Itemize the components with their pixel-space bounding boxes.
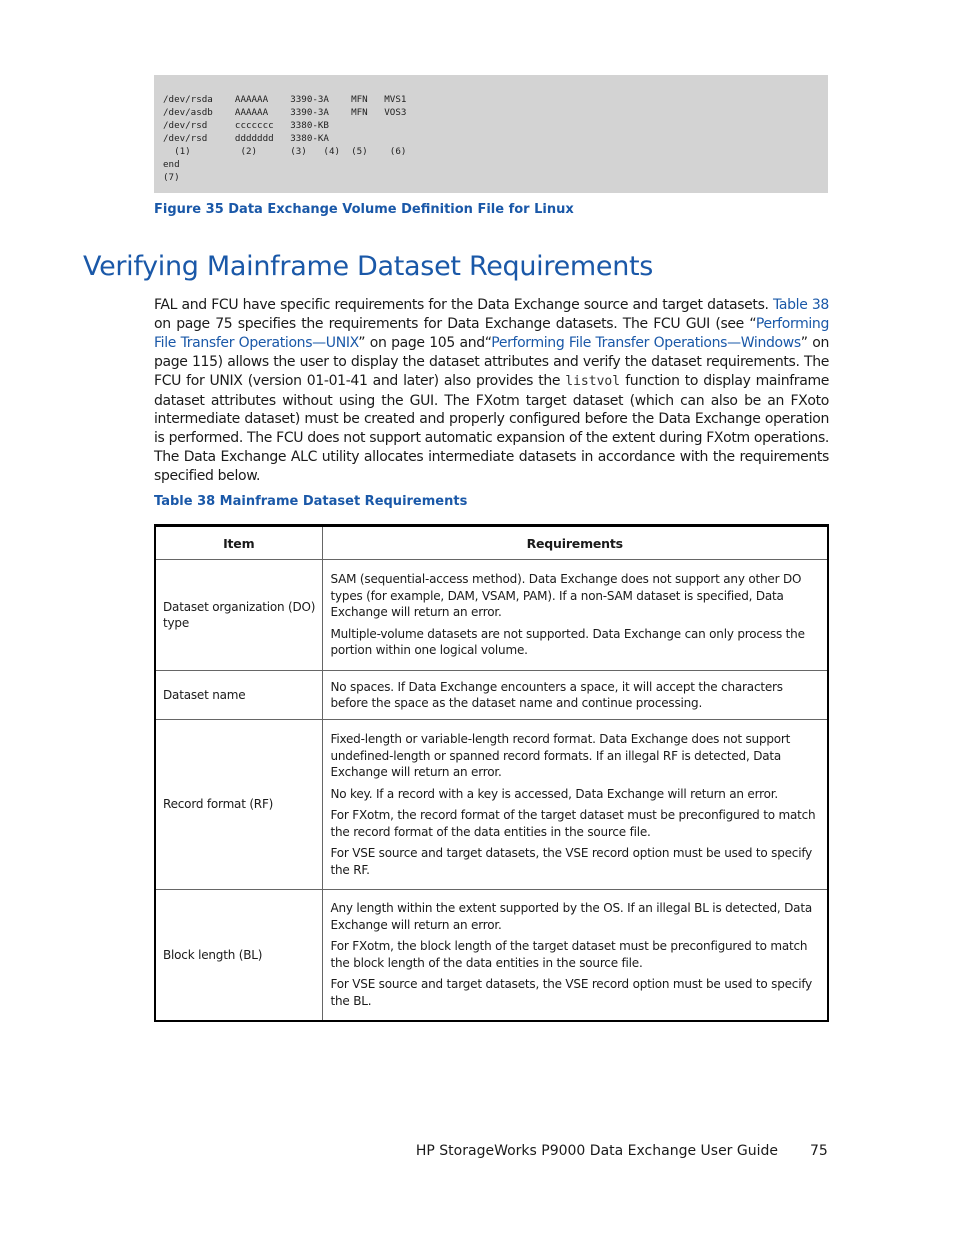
table-row xyxy=(155,890,828,1021)
listvol-code: listvol xyxy=(565,373,621,389)
table-row xyxy=(155,720,828,890)
figure-caption: Figure 35 Data Exchange Volume Definition File for Linux xyxy=(154,202,574,217)
footer-guide-title: HP StorageWorks P9000 Data Exchange User Guide xyxy=(415,1143,778,1159)
table-header-row xyxy=(155,526,828,560)
requirement-text: SAM (sequential-access method). Data Exchange does not support any other DO types (for example, DAM, VSAM, PAM). If a non-SAM dataset is specified, Data Exchange will return an error. xyxy=(330,572,802,620)
row-item-label: Block length (BL) xyxy=(155,890,322,1021)
intro-paragraph xyxy=(154,296,829,486)
row-item-label: Dataset name xyxy=(155,671,322,720)
code-block xyxy=(154,75,828,193)
row-requirements xyxy=(322,720,828,890)
table-row xyxy=(155,671,828,720)
header-requirements: Requirements xyxy=(322,526,828,560)
code-listing: /dev/rsda AAAAAA 3390-3A MFN MVS1 /dev/asdb AAAAAA 3390-3A MFN VOS3 /dev/rsd ccccccc 3380-KB /dev/rsd ddddddd 3380-KA (1) (2) (3) (4) (5) (6) end (7) xyxy=(163,94,407,183)
requirement-text: Multiple-volume datasets are not supported. Data Exchange can only process the portion within one logical volume. xyxy=(330,626,805,658)
row-requirements xyxy=(322,671,828,720)
section-title: Verifying Mainframe Dataset Requirements xyxy=(83,251,654,282)
requirement-text: No spaces. If Data Exchange encounters a space, it will accept the characters before the space as the dataset name and continue processing. xyxy=(330,679,783,710)
row-item-label: Dataset organization (DO) type xyxy=(155,560,322,671)
intro-text-1: FAL and FCU have specific requirements for the Data Exchange source and target datasets. xyxy=(154,297,774,313)
requirement-text: For VSE source and target datasets, the VSE record option must be used to specify the RF. xyxy=(330,846,813,877)
table-38-link[interactable]: Table 38 xyxy=(773,297,829,313)
row-requirements xyxy=(322,560,828,671)
requirements-table xyxy=(154,524,829,1022)
page-number: 75 xyxy=(810,1143,828,1159)
header-item: Item xyxy=(155,526,322,560)
row-item-label: Record format (RF) xyxy=(155,720,322,890)
requirement-text: No key. If a record with a key is accessed, Data Exchange will return an error. xyxy=(330,786,778,801)
intro-text-4: ” on page 115) allows the user to display the dataset attributes and verify the dataset requirements. The FCU for UNIX (version 01-01-41 and later) also provides the xyxy=(154,334,830,389)
windows-operations-link[interactable]: Performing File Transfer Operations—Windows xyxy=(491,334,801,351)
intro-text-2: on page 75 specifies the requirements for Data Exchange datasets. The FCU GUI (see “ xyxy=(154,315,756,332)
unix-operations-link[interactable]: Performing File Transfer Operations—UNIX xyxy=(154,315,829,351)
requirement-text: Any length within the extent supported by the OS. If an illegal BL is detected, Data Exchange will return an error. xyxy=(330,901,812,932)
intro-text-5: function to display mainframe dataset attributes without using the GUI. The FXotm target dataset (which can also be an FXoto intermediate dataset) must be created and properly configured before the Data Exchange operation is performed. The FCU does not support automatic expansion of the extent during FXotm operations. The Data Exchange ALC utility allocates intermediate datasets in accordance with the requirements specified below. xyxy=(154,372,829,485)
requirement-text: For FXotm, the record format of the target dataset must be preconfigured to match the record format of the data entities in the source file. xyxy=(330,808,816,839)
requirement-text: Fixed-length or variable-length record format. Data Exchange does not support undefined-length or spanned record formats. If an illegal RF is detected, Data Exchange will return an error. xyxy=(330,732,791,779)
requirement-text: For VSE source and target datasets, the VSE record option must be used to specify the BL. xyxy=(330,977,813,1008)
requirement-text: For FXotm, the block length of the target dataset must be preconfigured to match the block length of the data entities in the source file. xyxy=(330,939,808,970)
table-row xyxy=(155,560,828,671)
row-requirements xyxy=(322,890,828,1021)
intro-text-3: ” on page 105 and“ xyxy=(358,334,492,351)
table-caption: Table 38 Mainframe Dataset Requirements xyxy=(154,494,468,509)
